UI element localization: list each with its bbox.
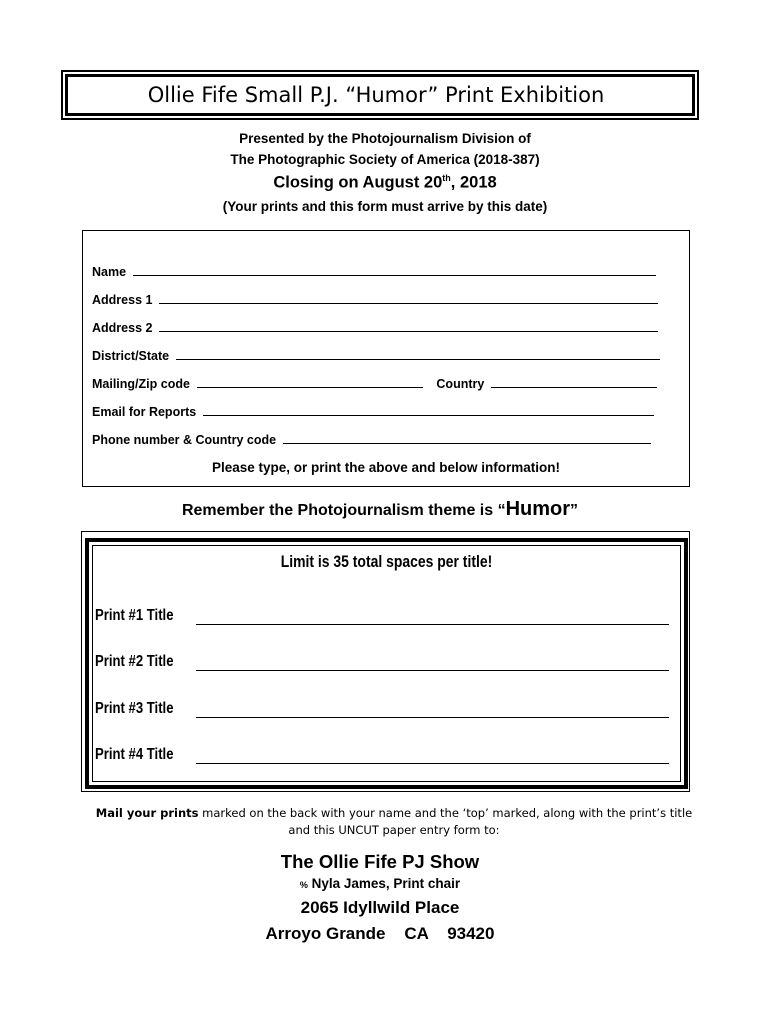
email-label: Email for Reports [92,405,197,419]
address2-label: Address 2 [92,321,153,335]
district-label: District/State [92,349,170,363]
name-label: Name [92,265,127,279]
zip-field[interactable] [197,376,423,388]
print1-label: Print #1 Title [95,607,174,624]
zip-country-row [92,376,657,391]
print-titles-inner-frame [92,545,681,782]
street-address: 2065 Idyllwild Place [300,898,460,917]
theme-reminder [0,498,760,521]
mail-instructions-rest: marked on the back with your name and the ‘top’ marked, along with the print’s title and this UNCUT paper entry form to: [198,806,693,837]
contact-info-box [82,230,690,487]
arrive-note: (Your prints and this form must arrive by this date) [222,199,548,214]
phone-row [92,432,651,447]
phone-label: Phone number & Country code [92,433,277,447]
print-titles-box [81,531,690,792]
email-field[interactable] [203,404,654,416]
society-line: The Photographic Society of America (2018-387) [230,152,540,167]
page-title: Ollie Fife Small P.J. “Humor” Print Exhibition [147,83,605,107]
address2-row [92,320,658,335]
mail-instructions [84,805,704,839]
closing-suffix: , 2018 [450,173,497,192]
name-field[interactable] [133,264,656,276]
title-inner-frame [65,74,695,116]
presented-by-line: Presented by the Photojournalism Division of [239,131,531,146]
contact-instruction: Please type, or print the above and below information! [211,460,561,475]
title-box [61,70,699,120]
print3-label: Print #3 Title [95,700,174,717]
limit-note: Limit is 35 total spaces per title! [280,552,493,571]
address1-row [92,292,658,307]
print2-label: Print #2 Title [95,653,174,670]
name-row [92,264,656,279]
theme-prefix: Remember the Photojournalism theme is “ [181,502,506,519]
district-field[interactable] [176,348,660,360]
care-of-line [0,876,760,891]
print4-title-field[interactable] [196,763,669,764]
show-name: The Ollie Fife PJ Show [280,851,480,872]
print3-title-field[interactable] [196,717,669,718]
district-row [92,348,660,363]
country-label: Country [436,377,485,391]
address1-field[interactable] [159,292,658,304]
country-field[interactable] [491,376,657,388]
closing-prefix: Closing on August 20 [273,173,443,192]
closing-superscript: th [442,173,451,183]
print1-title-field[interactable] [196,624,669,625]
zip-label: Mailing/Zip code [92,377,190,391]
chair-name: Nyla James, Print chair [307,876,461,891]
address1-label: Address 1 [92,293,153,307]
print-titles-thick-frame [85,538,688,789]
mail-instructions-bold: Mail your prints [95,806,199,820]
address2-field[interactable] [159,320,658,332]
city-state-zip: Arroyo Grande CA 93420 [265,924,495,943]
print4-label: Print #4 Title [95,746,174,763]
theme-suffix: ” [570,502,579,519]
phone-field[interactable] [283,432,651,444]
email-row [92,404,654,419]
closing-date-line [0,173,770,193]
print2-title-field[interactable] [196,670,669,671]
care-of-symbol: % [299,880,308,890]
theme-word: Humor [505,498,571,520]
